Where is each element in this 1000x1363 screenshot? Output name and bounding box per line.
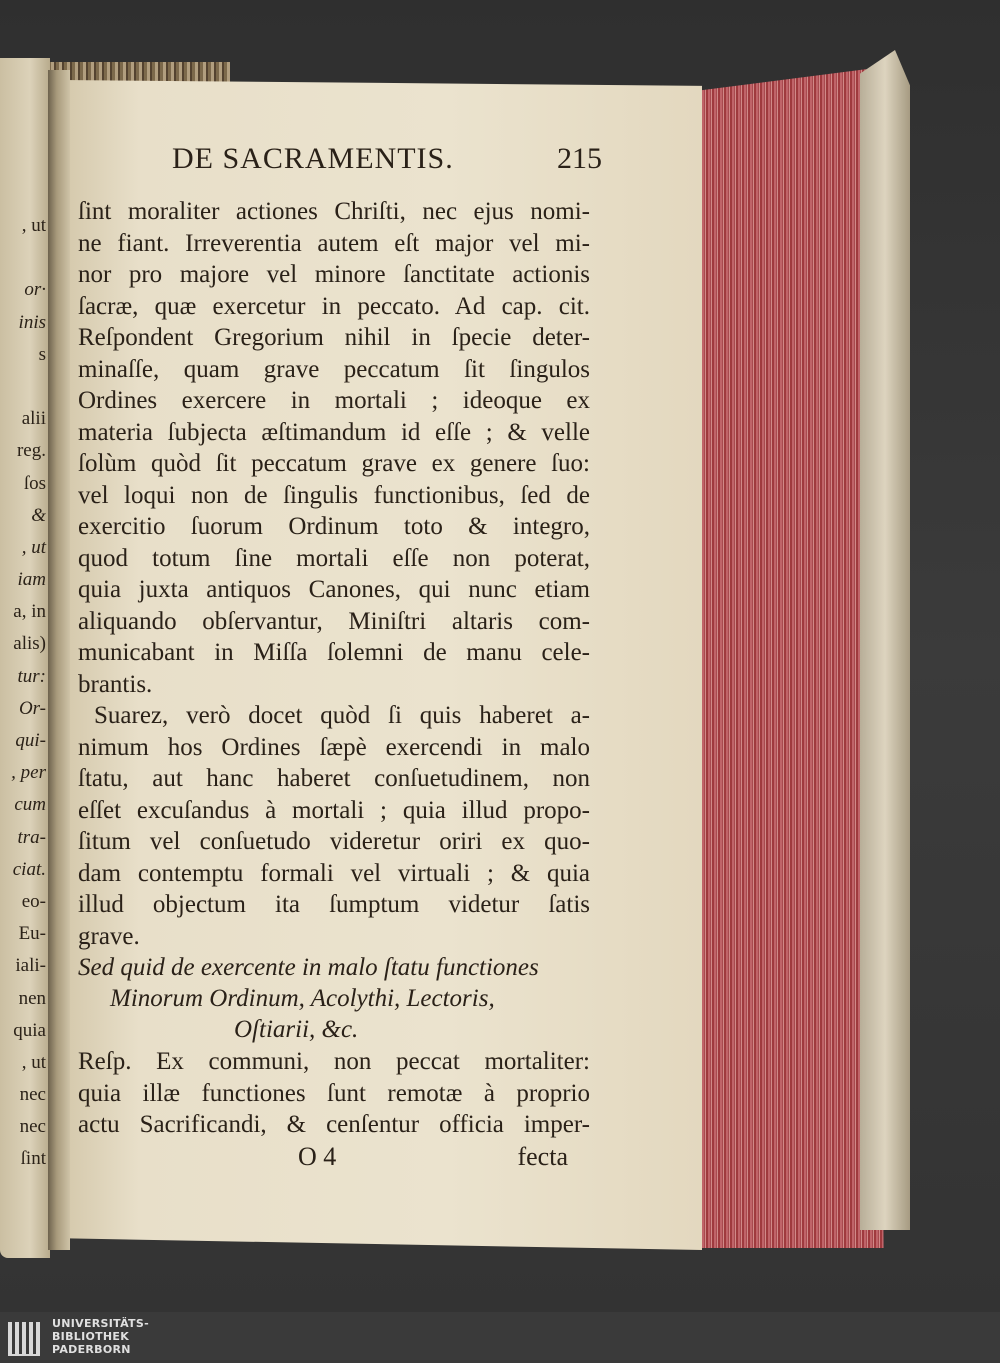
text-line: illud objectum ita ſumptum videtur ſatis (78, 891, 590, 918)
text-line: Reſpondent Gregorium nihil in ſpecie deter- (78, 324, 590, 351)
text-line: quod totum ſine mortali eſſe non poterat, (78, 544, 590, 572)
paragraph-1 (78, 198, 590, 702)
text-line: Suarez, verò docet quòd ſi quis haberet a- (94, 702, 590, 729)
question-line: Minorum Ordinum, Acolythi, Lectoris, (110, 985, 495, 1012)
left-margin-fragment: alis) (13, 633, 46, 655)
text-line: grave. (78, 922, 140, 950)
question-heading (78, 954, 590, 1047)
left-margin-fragment: ſos (23, 472, 46, 494)
question-line: Oſtiarii, &c. (234, 1016, 359, 1043)
text-line: aliquando obſervantur, Miniſtri altaris com- (78, 607, 590, 635)
text-line: Ordines exercere in mortali ; ideoque ex (78, 387, 590, 414)
text-line: ſint moraliter actiones Chriſti, nec ejus nomi- (78, 198, 590, 225)
answer-line: actu Sacrificandi, & cenſentur officia imper- (78, 1111, 590, 1138)
text-line: exercitio ſuorum Ordinum toto & integro, (78, 513, 590, 540)
left-margin-fragment: nec (19, 1084, 46, 1106)
text-line: minaſſe, quam grave peccatum ſit ſingulos (78, 355, 590, 383)
left-margin-fragment: iam (17, 569, 46, 591)
left-margin-fragment: inis (18, 311, 46, 333)
text-line: nimum hos Ordines ſæpè exercendi in malo (78, 733, 590, 761)
left-margin-fragment: , ut (21, 1051, 46, 1073)
left-margin-fragment: ciat. (12, 858, 46, 880)
left-margin-fragment (0, 242, 46, 274)
text-line: quia juxta antiquos Canones, qui nunc etiam (78, 576, 590, 603)
left-margin-fragment: quia (13, 1019, 46, 1041)
text-line: eſſet excuſandus à mortali ; quia illud propo- (78, 796, 590, 824)
left-margin-fragment: qui- (15, 730, 46, 751)
text-line: vel loqui non de ſingulis functionibus, ſed de (78, 481, 590, 509)
logo-line: PADERBORN (52, 1343, 131, 1356)
text-line: municabant in Miſſa ſolemni de manu cele- (78, 639, 590, 666)
answer-line: Reſp. Ex communi, non peccat mortaliter: (78, 1048, 590, 1075)
text-line: materia ſubjecta æſtimandum id eſſe ; & velle (78, 418, 590, 446)
paragraph-2 (78, 702, 590, 954)
text-line: nor pro majore vel minore ſanctitate actionis (78, 261, 590, 288)
left-margin-fragment: Eu- (18, 923, 46, 945)
left-margin-fragment: iali- (15, 955, 46, 977)
text-line: dam contemptu formali vel virtuali ; & quia (78, 859, 590, 887)
left-page-text-fragments (0, 210, 46, 1176)
text-line: ſtatu, aut hanc haberet conſuetudinem, non (78, 765, 590, 792)
answer-paragraph (78, 1048, 590, 1143)
left-margin-fragment: alii (21, 408, 46, 430)
left-margin-fragment: , per (11, 762, 46, 784)
left-margin-fragment: a, in (13, 601, 46, 623)
left-margin-fragment: or· (24, 279, 46, 301)
left-margin-fragment: ſint (20, 1148, 46, 1170)
left-margin-fragment: eo- (21, 890, 46, 912)
page-footer (298, 1142, 568, 1174)
left-margin-fragment: nen (18, 987, 46, 1009)
left-margin-fragment (0, 371, 46, 403)
text-line: brantis. (78, 670, 153, 698)
left-margin-fragment: tur: (17, 665, 46, 687)
text-line: ſacræ, quæ exercetur in peccato. Ad cap. cit. (78, 292, 590, 320)
left-margin-fragment: cum (14, 794, 46, 816)
left-margin-fragment: , ut (21, 536, 46, 558)
running-title: DE SACRAMENTIS. (172, 142, 454, 175)
gutter (48, 70, 70, 1250)
left-margin-fragment: s (38, 343, 46, 365)
left-margin-fragment: reg. (16, 440, 46, 462)
library-logo-bar (0, 1312, 1000, 1363)
signature-mark: O 4 (298, 1142, 337, 1171)
question-line: Sed quid de exercente in malo ſtatu functiones (78, 954, 539, 981)
left-margin-fragment: tra- (17, 826, 46, 848)
left-margin-fragment: Or- (18, 697, 46, 719)
book-cover (860, 50, 910, 1230)
library-logo-text (52, 1317, 149, 1356)
body-text (78, 198, 590, 954)
left-margin-fragment: & (31, 504, 46, 526)
text-line: ne fiant. Irreverentia autem eſt major vel mi- (78, 229, 590, 257)
logo-line: BIBLIOTHEK (52, 1330, 130, 1343)
catchword: fecta (517, 1142, 568, 1171)
text-line: ſolùm quòd ſit peccatum grave ex genere ſuo: (78, 450, 590, 477)
logo-line: UNIVERSITÄTS- (52, 1317, 149, 1330)
text-line: ſitum vel conſuetudo videretur oriri ex quo- (78, 828, 590, 855)
left-margin-fragment: nec (19, 1116, 46, 1138)
left-margin-fragment: , ut (21, 215, 46, 236)
library-logo-icon (6, 1318, 44, 1358)
answer-line: quia illæ functiones ſunt remotæ à proprio (78, 1079, 590, 1107)
page-header (172, 142, 602, 182)
page-number: 215 (557, 142, 602, 175)
